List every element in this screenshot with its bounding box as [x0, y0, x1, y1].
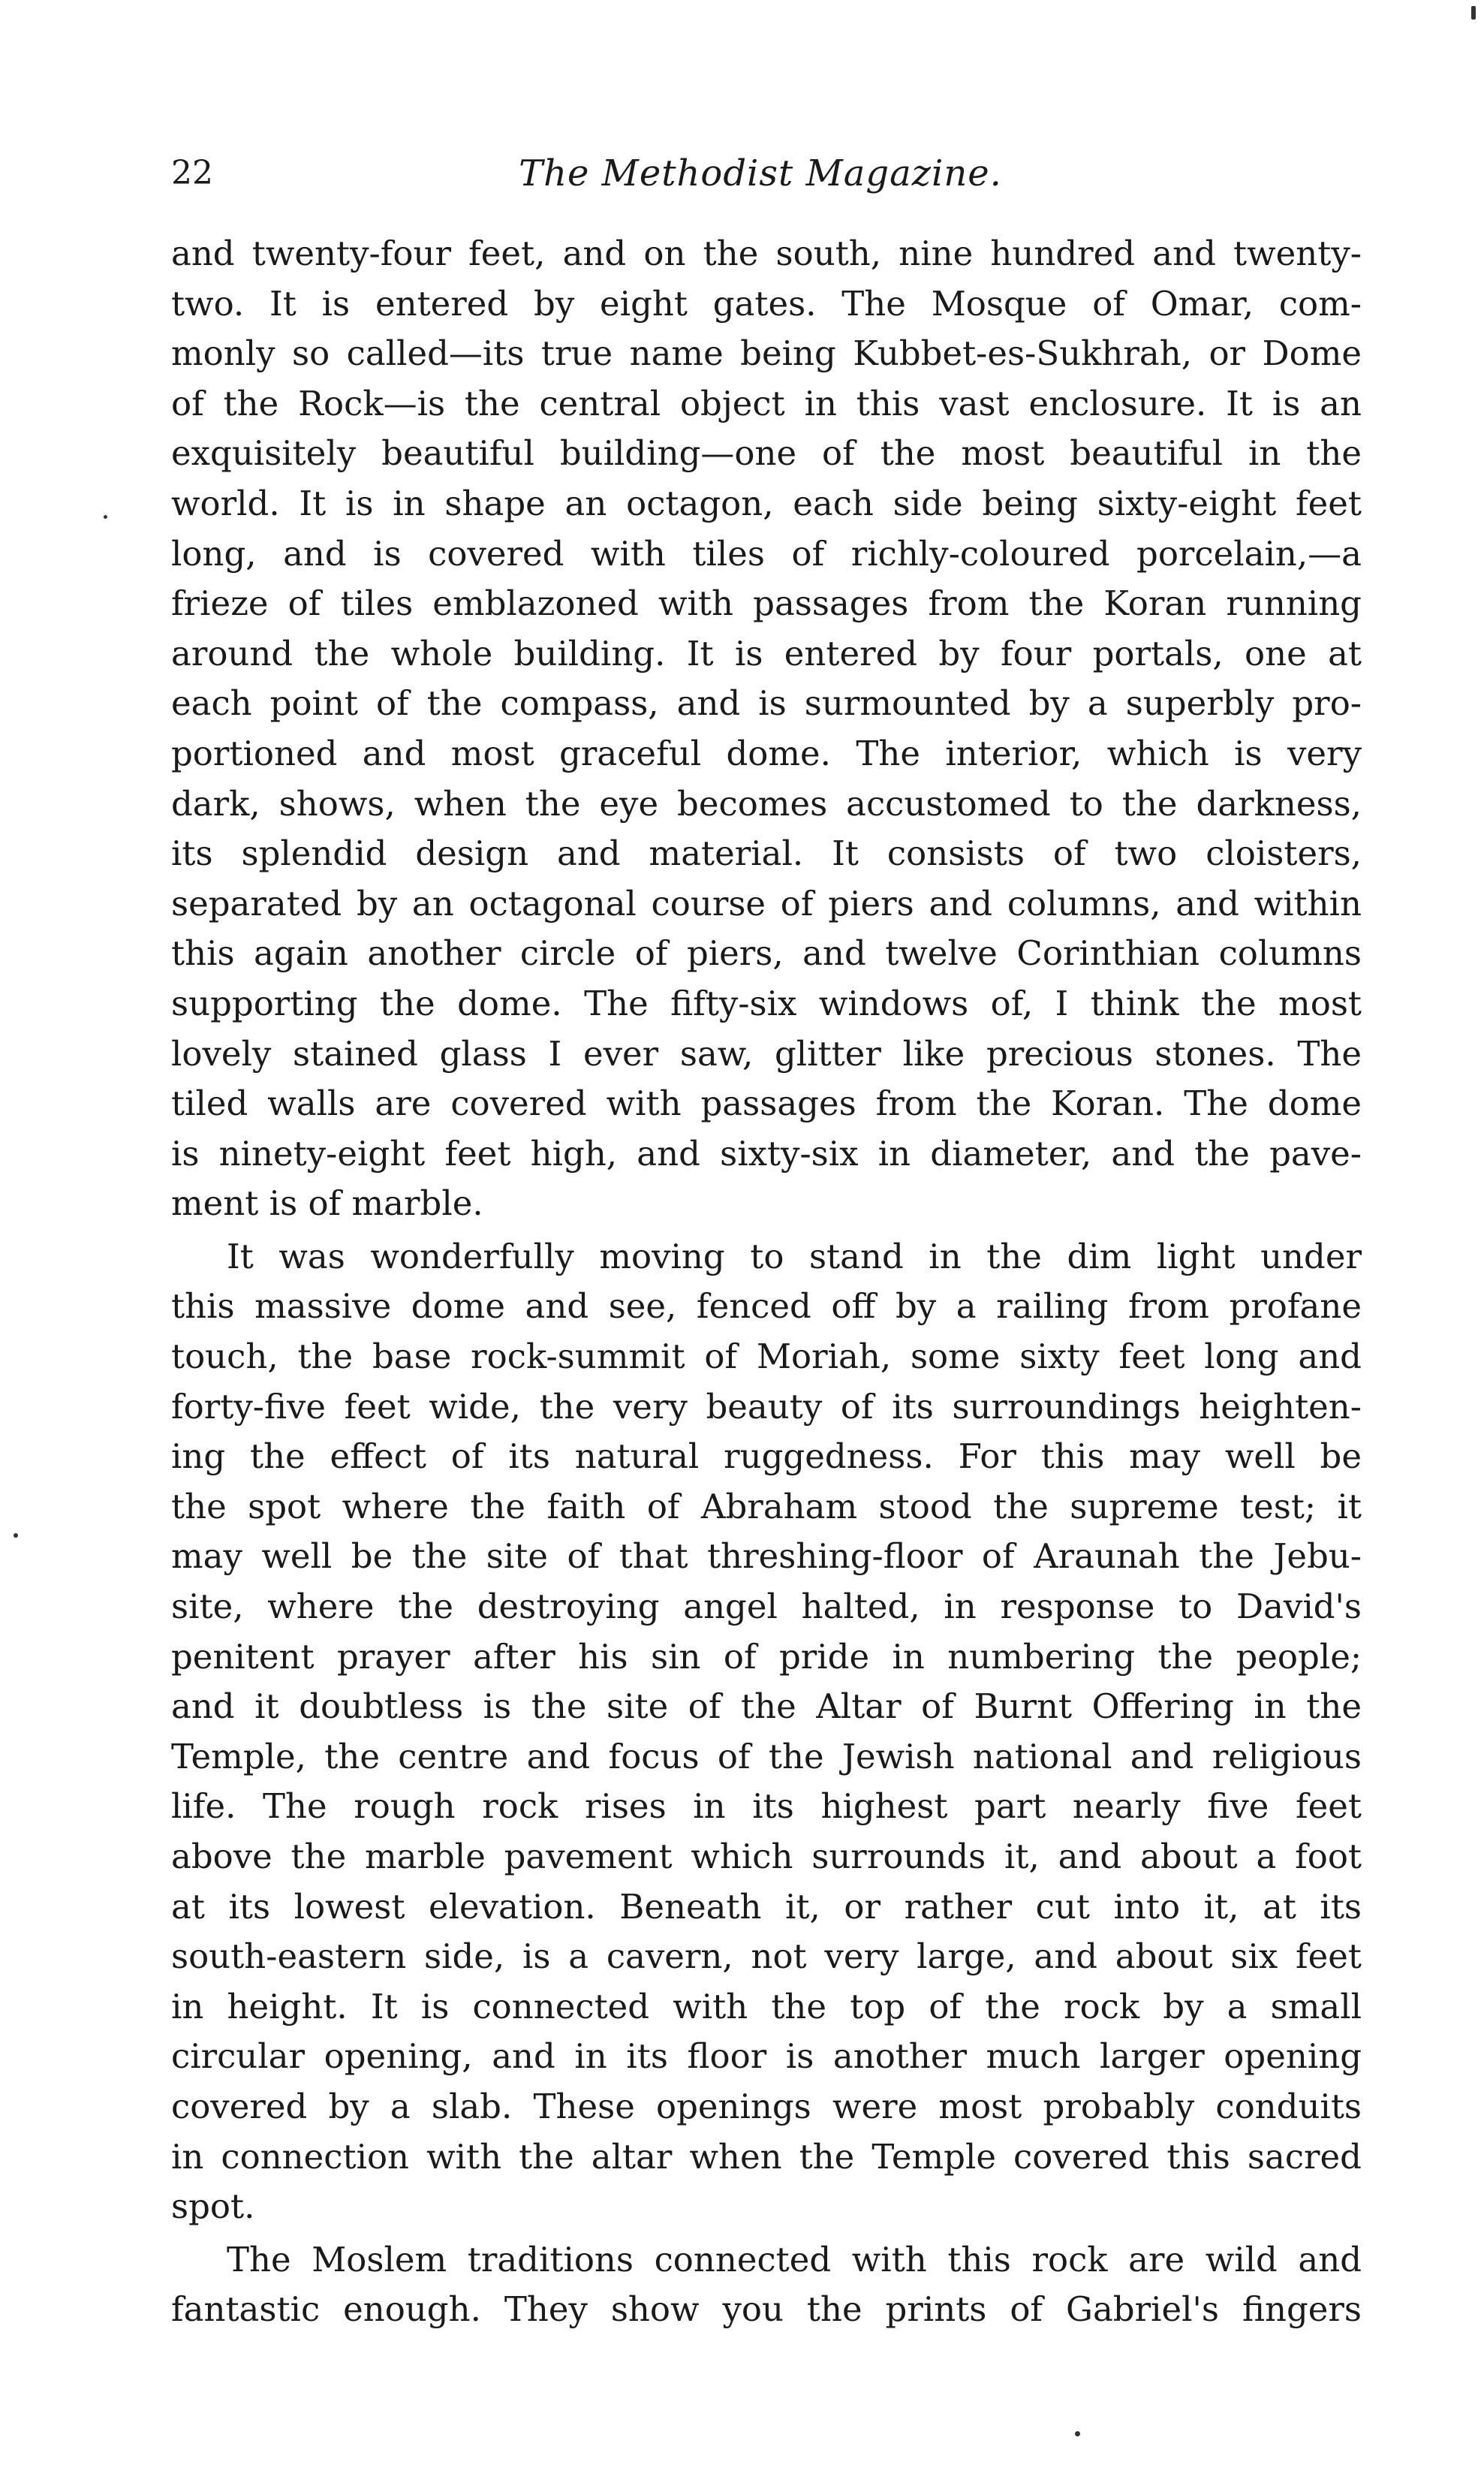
magazine-title: The Methodist Magazine.: [519, 152, 1002, 194]
body-text: [171, 229, 1362, 2335]
ink-speck: [104, 515, 107, 519]
text-line: at its lowest elevation. Beneath it, or rather cut into it, at its: [171, 1886, 1362, 1927]
text-line: spot.: [171, 2186, 255, 2227]
text-line: its splendid design and material. It consists of two cloisters,: [171, 833, 1362, 874]
text-line: It was wonderfully moving to stand in the dim light under: [227, 1236, 1362, 1276]
running-head: [171, 147, 1350, 200]
text-line: site, where the destroying angel halted, in response to David's: [171, 1587, 1362, 1627]
text-line: lovely stained glass I ever saw, glitter like precious stones. The: [171, 1033, 1362, 1074]
text-line: above the marble pavement which surrounds it, and about a foot: [171, 1837, 1362, 1876]
text-line: two. It is entered by eight gates. The Mosque of Omar, com-: [171, 283, 1362, 324]
text-line: covered by a slab. These openings were most probably conduits: [171, 2086, 1362, 2126]
text-line: in height. It is connected with the top of the rock by a small: [171, 1986, 1362, 2026]
text-line: long, and is covered with tiles of richly-coloured porcelain,—a: [171, 533, 1362, 574]
text-line: fantastic enough. They show you the prints of Gabriel's fingers: [171, 2289, 1362, 2330]
text-line: is ninety-eight feet high, and sixty-six in diameter, and the pave-: [171, 1133, 1362, 1174]
text-line: the spot where the faith of Abraham stood the supreme test; it: [171, 1486, 1362, 1526]
text-line: forty-five feet wide, the very beauty of its surroundings heighten-: [171, 1386, 1362, 1427]
ink-speck: [1075, 2431, 1080, 2436]
text-line: supporting the dome. The fifty-six windows of, I think the most: [171, 983, 1362, 1023]
text-line: portioned and most graceful dome. The interior, which is very: [171, 733, 1362, 773]
text-line: The Moslem traditions connected with this rock are wild and: [227, 2239, 1362, 2280]
text-line: south-eastern side, is a cavern, not very large, and about six feet: [171, 1936, 1362, 1977]
text-line: dark, shows, when the eye becomes accustomed to the darkness,: [171, 783, 1362, 824]
text-line: this again another circle of piers, and twelve Corinthian columns: [171, 933, 1362, 974]
paragraph-1: [171, 229, 1362, 1229]
text-line: ment is of marble.: [171, 1183, 483, 1224]
text-line: Temple, the centre and focus of the Jewish national and religious: [171, 1736, 1362, 1776]
paragraph-2: [171, 1232, 1362, 2232]
text-line: world. It is in shape an octagon, each side being sixty-eight feet: [171, 483, 1362, 523]
text-line: ing the effect of its natural ruggedness. For this may well be: [171, 1436, 1362, 1477]
paragraph-3: [171, 2235, 1362, 2335]
ink-speck: [14, 1533, 18, 1538]
text-line: circular opening, and in its floor is another much larger opening: [171, 2036, 1362, 2077]
text-line: touch, the base rock-summit of Moriah, some sixty feet long and: [171, 1336, 1362, 1377]
page-number: 22: [171, 154, 213, 192]
text-line: monly so called—its true name being Kubbet-es-Sukhrah, or Dome: [171, 333, 1362, 374]
text-line: and twenty-four feet, and on the south, nine hundred and twenty-: [171, 234, 1362, 273]
text-line: around the whole building. It is entered by four portals, one at: [171, 633, 1362, 673]
text-line: exquisitely beautiful building—one of the most beautiful in the: [171, 433, 1362, 474]
text-line: life. The rough rock rises in its highest part nearly five feet: [171, 1786, 1362, 1827]
text-line: in connection with the altar when the Temple covered this sacred: [171, 2136, 1362, 2177]
text-line: frieze of tiles emblazoned with passages from the Koran running: [171, 583, 1362, 624]
text-line: each point of the compass, and is surmounted by a superbly pro-: [171, 683, 1362, 724]
text-line: and it doubtless is the site of the Altar of Burnt Offering in the: [171, 1686, 1362, 1727]
text-line: separated by an octagonal course of piers and columns, and within: [171, 883, 1362, 924]
ink-speck: [1471, 6, 1476, 20]
text-line: this massive dome and see, fenced off by a railing from profane: [171, 1286, 1362, 1327]
text-line: penitent prayer after his sin of pride in numbering the people;: [171, 1636, 1362, 1677]
text-line: of the Rock—is the central object in this vast enclosure. It is an: [171, 383, 1362, 423]
text-line: may well be the site of that threshing-floor of Araunah the Jebu-: [171, 1536, 1362, 1577]
text-line: tiled walls are covered with passages from the Koran. The dome: [171, 1083, 1362, 1124]
